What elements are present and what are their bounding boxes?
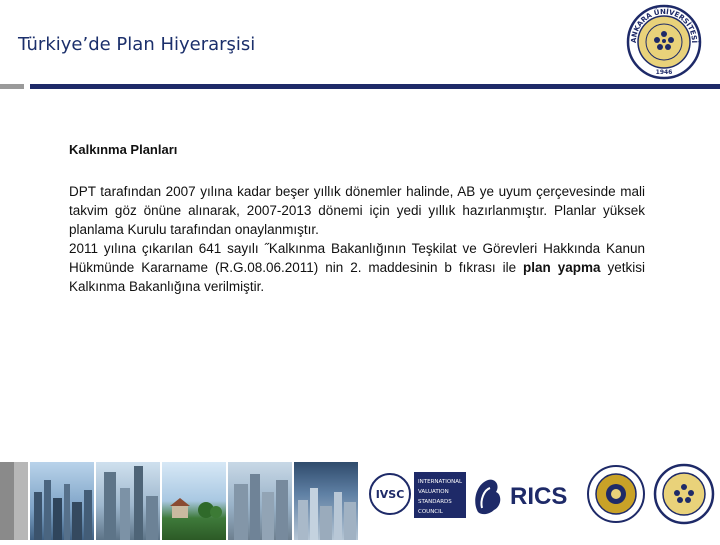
slide-title: Türkiye’de Plan Hiyerarşisi bbox=[18, 34, 256, 55]
section-heading: Kalkınma Planları bbox=[69, 142, 178, 157]
partner-logos bbox=[360, 462, 720, 540]
paragraph-1: DPT tarafından 2007 yılına kadar beşer yıllık dönemler halinde, AB ye uyum çerçevesinde mali takvim göz önüne alınarak, 2007-2013 dönemi için yedi yıllık hazırlanmıştır. Planlar yüksek planlama Kurulu tarafından onaylanmıştır. bbox=[69, 184, 645, 237]
ivsc-logo bbox=[370, 472, 466, 518]
city-photo-3 bbox=[228, 462, 292, 540]
footer-gray-block-2 bbox=[14, 462, 28, 540]
body-text bbox=[69, 182, 645, 296]
city-photo-4 bbox=[294, 462, 358, 540]
footer-band bbox=[0, 462, 720, 540]
city-photo-2 bbox=[96, 462, 160, 540]
ivsc-line-4: COUNCIL bbox=[418, 509, 443, 515]
paragraph-2-end: yetkisi Kalkınma Bakanlığına verilmiştir. bbox=[69, 260, 645, 294]
ivsc-line-1: INTERNATIONAL bbox=[418, 479, 463, 485]
paragraph-2-start: 2011 yılına çıkarılan 641 sayılı ˝Kalkınma Bakanlığının Teşkilat ve Görevleri Hakkında Kanun Hükmünde Kararname (R.G.08.06.2011) nin 2. maddesinin b fıkrası ile bbox=[69, 241, 645, 275]
ivsc-line-3: STANDARDS bbox=[418, 499, 452, 505]
paragraph-2 bbox=[69, 239, 645, 296]
seal-logo-gold bbox=[588, 466, 644, 522]
ivsc-abbr: IVSC bbox=[375, 488, 405, 501]
countryside-photo bbox=[162, 462, 226, 540]
city-photo-1 bbox=[30, 462, 94, 540]
seal-year: 1946 bbox=[655, 69, 673, 76]
ivsc-line-2: VALUATION bbox=[418, 489, 449, 495]
paragraph-2-bold: plan yapma bbox=[523, 260, 601, 275]
header-rule-navy bbox=[30, 84, 720, 89]
seal-text: ANKARA ÜNİVERSİTESİ bbox=[629, 7, 699, 44]
university-seal-logo bbox=[626, 4, 702, 80]
rics-wordmark: RICS bbox=[510, 483, 568, 510]
seal-logo-blue bbox=[655, 465, 713, 523]
header-rule-gray bbox=[0, 84, 24, 89]
rics-logo bbox=[475, 480, 567, 514]
footer-gray-block-1 bbox=[0, 462, 14, 540]
